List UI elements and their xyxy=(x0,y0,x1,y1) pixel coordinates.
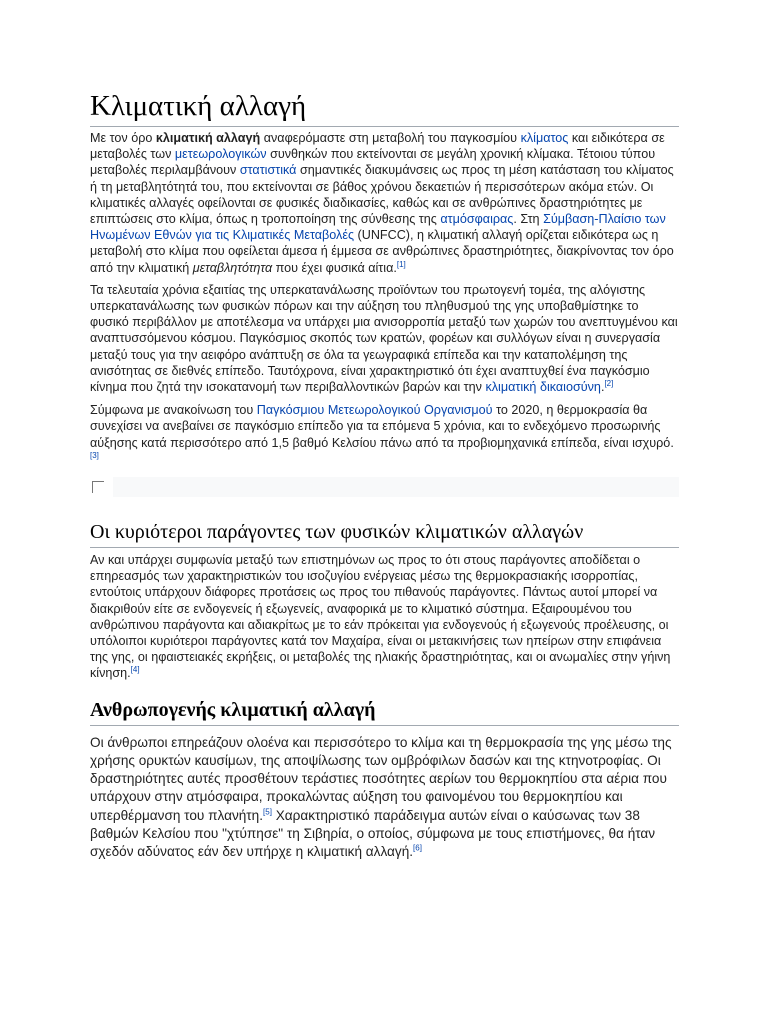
link-wmo[interactable]: Παγκόσμιου Μετεωρολογικού Οργανισμού xyxy=(256,403,493,418)
text: σημαντικές διακυμάνσεις ως προς τη μέση κατάσταση του κλίματος ή τη μεταβλητότητά του, που εκτείνονται σε βάθος χρόνου δεκαετιών ή περισσότερων ακόμα ετών. Οι κλιματικές αλλαγές οφείλονται σε φυσικές διαδικασίες, καθώς και σε ανθρώπινες δραστηριότητες με επιπτώσεις στο κλίμα, όπως η τροποποίηση της σύνθεσης της xyxy=(90,163,674,227)
reference-5[interactable]: [5] xyxy=(263,806,272,816)
reference-6[interactable]: [6] xyxy=(413,843,422,853)
text: Σύμφωνα με ανακοίνωση του xyxy=(90,403,257,418)
link-atmosfairas[interactable]: ατμόσφαιρας xyxy=(440,212,514,227)
bold-term: κλιματική αλλαγή xyxy=(155,131,261,145)
text: Χαρακτηριστικό παράδειγμα αυτών είναι ο καύσωνας των 38 βαθμών Κελσίου που "χτύπησε" τη Σιβηρία, ο οποίος, σύμφωνα με τους επιστήμονες, θα ήταν σχεδόν αδύνατος εάν δεν υπήρχε η κλιματική αλλαγή. xyxy=(90,807,656,859)
link-unfccc[interactable]: Σύμβαση-Πλαίσιο των Ηνωμένων Εθνών για τις Κλιματικές Μεταβολές xyxy=(90,212,666,243)
link-klimatiki-dikaiosyni[interactable]: κλιματική δικαιοσύνη xyxy=(485,380,601,395)
intro-paragraph-3 xyxy=(90,402,679,467)
text: συνθηκών που εκτείνονται σε μεγάλη χρονική κλίμακα. Τέτοιου τύπου μεταβολές περιλαμβάνουν xyxy=(90,147,656,178)
link-meteorologikon[interactable]: μετεωρολογικών xyxy=(174,147,267,162)
intro-paragraph-2 xyxy=(90,282,679,395)
reference-3[interactable]: [3] xyxy=(90,450,99,460)
text: . xyxy=(600,380,605,395)
image-placeholder-bar xyxy=(113,477,679,497)
text: αναφερόμαστε στη μεταβολή του παγκοσμίου xyxy=(260,131,521,145)
italic-term: μεταβλητότητα xyxy=(192,260,273,275)
text: . Στη xyxy=(513,212,544,227)
text: Οι άνθρωποι επηρεάζουν ολοένα και περισσότερο το κλίμα και τη θερμοκρασία της γης μέσω της χρήσης ορυκτών καυσίμων, της αποψίλωσης των ομβρόφιλων δασών και της κτηνοτροφίας. Οι δραστηριότητες αυτές προσθέτουν τεράστιες ποσότητες αερίων του θερμοκηπίου στα αέρια που υπάρχουν στην ατμόσφαιρα, προκαλώντας αύξηση του φαινομένου του θερμοκηπίου και υπερθέρμανση του πλανήτη. xyxy=(90,734,672,823)
article xyxy=(90,88,679,861)
intro-paragraph-1 xyxy=(90,130,679,276)
link-klimatos[interactable]: κλίματος xyxy=(520,131,569,145)
text: (UNFCC), η κλιματική αλλαγή ορίζεται ειδικότερα ως η μεταβολή στο κλίμα που οφείλεται άμεσα ή έμμεσα σε ανθρώπινες δραστηριότητες, διακρίνοντας τον όρο από την κλιματική xyxy=(90,228,674,275)
text: Τα τελευταία χρόνια εξαιτίας της υπερκατανάλωσης προϊόντων του πρωτογενή τομέα, της αλόγιστης υπερκατανάλωσης των φυσικών πόρων και την αύξηση του πληθυσμού της γης υποβαθμίστηκε το φυσικό περιβάλλον με αποτέλεσμα να υπάρχει μια ανισορροπία μεταξύ των χωρών του ανεπτυγμένου και αναπτυσσόμενου κόσμου. Παγκόσμιος σκοπός των κρατών, φορέων και συλλόγων είναι η συνεργασία μεταξύ τους για την αειφόρο ανάπτυξη σε όλα τα γεωγραφικά επίπεδα και την καταπολέμηση της ανισότητας σε διεθνές επίπεδο. Ταυτόχρονα, είναι χαρακτηριστικό ότι έχει αναπτυχθεί ένα παγκόσμιο κίνημα που ζητά την ισοκατανομή των περιβαλλοντικών βαρών και την xyxy=(90,282,678,395)
section-heading-anthropogenic: Ανθρωπογενής κλιματική αλλαγή xyxy=(90,697,679,726)
reference-1[interactable]: [1] xyxy=(396,259,406,269)
link-statistika[interactable]: στατιστικά xyxy=(239,163,297,178)
text: το 2020, η θερμοκρασία θα συνεχίσει να ανεβαίνει σε παγκόσμιο επίπεδο για τα επόμενα 5 χρόνια, και το ενδεχόμενο προσωρινής αύξησης κατά περισσότερο από 1,5 βαθμό Κελσίου πάνω από τα προβιομηχανικά επίπεδα, είναι ισχυρό. xyxy=(90,403,674,450)
reference-4[interactable]: [4] xyxy=(130,665,140,675)
section-heading-natural-factors: Οι κυριότεροι παράγοντες των φυσικών κλιματικών αλλαγών xyxy=(90,519,679,548)
text: και ειδικότερα σε μεταβολές των xyxy=(90,131,665,162)
section1-paragraph xyxy=(90,552,679,682)
reference-2[interactable]: [2] xyxy=(604,378,614,388)
page-title: Κλιματική αλλαγή xyxy=(90,88,679,127)
text: Με τον όρο xyxy=(90,131,156,145)
image-placeholder xyxy=(90,477,679,497)
broken-image-icon xyxy=(92,481,104,493)
text: Αν και υπάρχει συμφωνία μεταξύ των επιστημόνων ως προς το ότι στους παράγοντες αποδίδεται ο επηρεασμός των χαρακτηριστικών του ισοζυγίου ενέργειας μέσω της θερμοκρασιακής ισορροπίας, εντούτοις υπάρχουν διάφορες προτάσεις ως προς του πιθανούς παράγοντες. Πάντως αυτοί μπορεί να διακριθούν είτε σε ενδογενείς ή εξωγενείς, αναφορικά με το κλιματικό σύστημα. Εξαιρουμένου του ανθρώπινου παράγοντα και αδιακρίτως με το εάν πρόκειται για ενδογενούς ή εξωγενούς προέλευσης, οι υπόλοιποι κυριότεροι παράγοντες κατά τον Μαχαίρα, είναι οι μετακινήσεις των ηπείρων στην επιφάνεια της γης, οι ηφαιστειακές εκρήξεις, οι μεταβολές της ηλιακής δραστηριότητας, και οι ανωμαλίες στην γήινη κίνηση. xyxy=(90,553,671,681)
section2-paragraph xyxy=(90,734,679,861)
text: που έχει φυσικά αίτια. xyxy=(272,260,397,275)
